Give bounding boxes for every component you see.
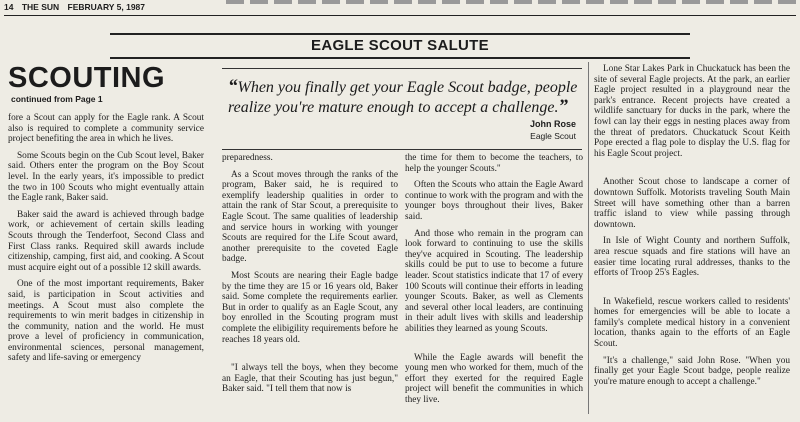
paragraph: Often the Scouts who attain the Eagle Award continue to work with the program and with the younger boys throughout their lives, Baker said.	[405, 180, 583, 222]
article-column-4	[594, 64, 790, 416]
page-number: 14	[4, 2, 14, 12]
section-title: EAGLE SCOUT SALUTE	[110, 33, 690, 59]
spacer	[222, 351, 398, 363]
article-column-1	[8, 113, 204, 413]
close-quote-mark: ”	[558, 96, 568, 117]
spacer	[594, 285, 790, 297]
article-headline: SCOUTING	[8, 62, 166, 94]
paragraph: Lone Star Lakes Park in Chuckatuck has been the site of several Eagle projects. At the park, an earlier Eagle project resulted in a playground near the park's entrance. Recent projects have created a wildlife sanctuary for ducks in the park, where the fowl can lay their eggs in nesting places away from the threat of predators. Chuckatuck Scout Keith Pope erected a flag pole to display the U.S. flag for his Eagle Scout project.	[594, 64, 790, 159]
page-header	[4, 2, 796, 16]
spacer	[594, 165, 790, 177]
paragraph: Most Scouts are nearing their Eagle badge by the time they are 15 or 16 years old, Baker said. Some complete the requirements earlier. But in order to qualify as an Eagle Scout, any boy enrolled in the Scouting program must complete the elibigility requirements before he reaches 18 years old.	[222, 270, 398, 345]
paragraph: While the Eagle awards will benefit the young men who worked for them, much of the effort they exerted for the required Eagle project will benefit the communities in which they live.	[405, 352, 583, 405]
pull-quote-role: Eagle Scout	[530, 131, 576, 141]
pull-quote-text: When you finally get your Eagle Scout badge, people realize you're mature enough to accept a challenge.	[228, 79, 578, 116]
paragraph: Some Scouts begin on the Cub Scout level, Baker said. Others enter the program on the Boy Scout level. In the early years, it's impossible to predict the two in 100 Scouts who might eventually attain the Eagle rank, Baker said.	[8, 150, 204, 204]
pull-quote-author: John Rose	[529, 119, 576, 129]
paragraph: "I always tell the boys, when they become an Eagle, that their Scouting has just begun," Baker said. "I tell them that now is	[222, 363, 398, 395]
paragraph: In Isle of Wight County and northern Suffolk, area rescue squads and fire stations will have an easier time locating rural addresses, thanks to the efforts of Troop 25's Eagles.	[594, 236, 790, 279]
paragraph: As a Scout moves through the ranks of the program, Baker said, he is required to exemplify leadership qualities in order to attain the rank of Star Scout, a prerequisite to Eagle Scout. The same qualities of leadership and service hours in working with younger Scouts are required for the Life Scout award, another prerequisite to the coveted Eagle badge.	[222, 169, 398, 265]
paragraph: Baker said the award is achieved through badge work, or achievement of certain skills leading Scouts through the Tenderfoot, Second Class and First Class ranks. Required skill awards include citizenship, camping, first aid, and cooking. A Scout must acquire eight out of a possible 12 skill awards.	[8, 209, 204, 273]
paragraph: One of the most important requirements, Baker said, is participation in Scout activities and meetings. A Scout must also complete the requirements to win merit badges in citizenship in the community, nation and the world. He must prove a level of proficiency in communication, environmental sciences, personal management, safety and life-saving or emergency	[8, 279, 204, 364]
article-column-3	[405, 153, 583, 415]
pull-quote-text-wrapper	[228, 77, 578, 117]
paragraph: And those who remain in the program can look forward to continuing to use the skills they've acquired in Scouting. The leadership skills could be put to use to become a future leader. Scout statistics indicate that 17 of every 100 Scouts will continue their efforts in leading younger Scouts. Baker, as well as Clements and several other local leaders, are continuing in their adult lives with skills and leadership abilities they learned as young Scouts.	[405, 228, 583, 334]
paragraph: preparedness.	[222, 153, 273, 163]
paragraph: fore a Scout can apply for the Eagle rank. A Scout also is required to complete a community service project benefiting the area in which he lives.	[8, 113, 204, 145]
pull-quote	[222, 68, 582, 150]
continued-note: continued from Page 1	[11, 94, 103, 104]
open-quote-mark: “	[228, 76, 238, 97]
paragraph: Another Scout chose to landscape a corner of downtown Suffolk. Motorists traveling South Main Street will have something other than a barren traffic island to view while passing through downtown.	[594, 177, 790, 230]
paper-name: THE SUN	[21, 2, 60, 12]
paragraph: In Wakefield, rescue workers called to residents' homes for emergencies will be able to locate a family's complete medical history in a convenient location, thanks again to the efforts of an Eagle Scout.	[594, 296, 790, 350]
article-column-2	[222, 153, 398, 415]
issue-date: FEBRUARY 5, 1987	[67, 2, 146, 12]
paragraph: the time for them to become the teachers, to help the younger Scouts."	[405, 153, 583, 174]
column-divider	[588, 62, 589, 414]
spacer	[405, 341, 583, 353]
paragraph: "It's a challenge," said John Rose. "When you finally get your Eagle Scout badge, people realize you're mature enough to accept a challenge."	[594, 355, 790, 387]
